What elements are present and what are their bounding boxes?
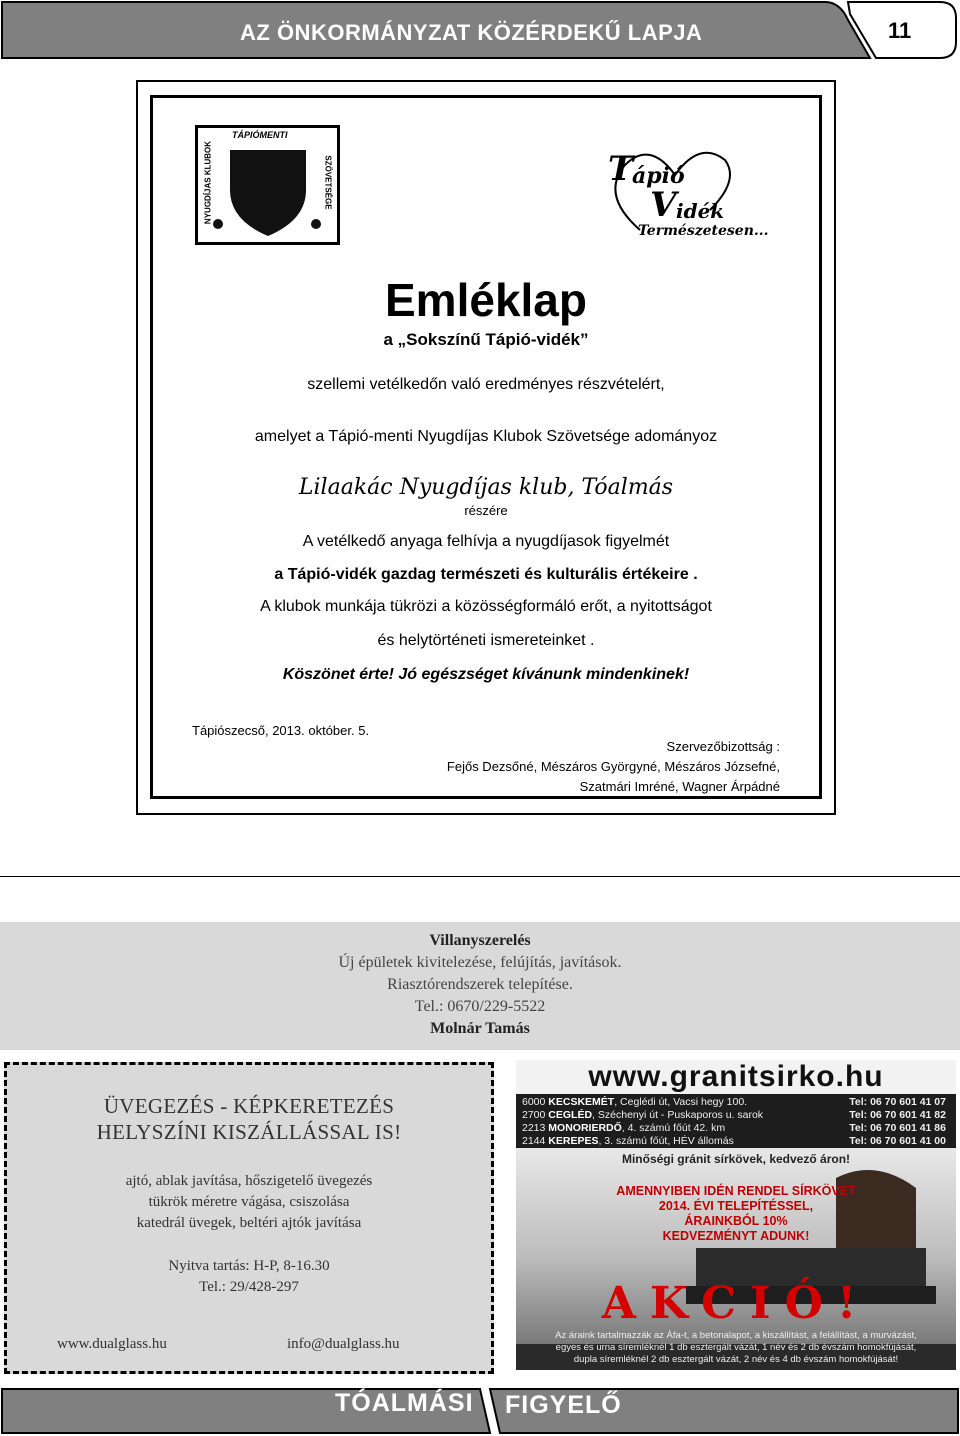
glazing-phone: Tel.: 29/428-297 xyxy=(199,1279,299,1295)
address-tel: Tel: 06 70 601 41 86 xyxy=(849,1122,946,1134)
logo-v-text: idék xyxy=(676,199,725,223)
certificate-title: Emléklap xyxy=(385,274,587,326)
committee-line1: Fejős Dezsőné, Mészáros Györgyné, Mészáros Józsefné, xyxy=(446,759,780,774)
certificate-subtitle: a „Sokszínű Tápió-vidék” xyxy=(383,330,589,349)
glazing-website[interactable]: www.dualglass.hu xyxy=(57,1336,167,1352)
certificate-recipient: Lilaakác Nyugdíjas klub, Tóalmás xyxy=(298,475,674,500)
akcio-label: AKCIÓ! xyxy=(601,1278,871,1329)
glazing-line3: katedrál üvegek, beltéri ajtók javítása xyxy=(136,1215,362,1231)
footer-word1: TÓALMÁSI xyxy=(335,1389,474,1417)
footer-word2: FIGYELŐ xyxy=(505,1391,622,1419)
address-zip: 2144 xyxy=(522,1135,546,1147)
address-street: , Ceglédi út, Vacsi hegy 100. xyxy=(614,1096,748,1108)
promo-line1: AMENNYIBEN IDÉN RENDEL SÍRKÖVET xyxy=(616,1184,856,1198)
granit-url[interactable]: www.granitsirko.hu xyxy=(516,1060,956,1094)
glazing-heading xyxy=(7,1093,491,1145)
certificate-line3: A vetélkedő anyaga felhívja a nyugdíjasok figyelmét xyxy=(302,533,670,550)
glazing-hours: Nyitva tartás: H-P, 8-16.30 xyxy=(168,1258,330,1274)
certificate-line1: szellemi vetélkedőn való eredményes részvételért, xyxy=(307,376,665,393)
page-number: 11 xyxy=(888,18,912,43)
logo-t-text: ápió xyxy=(632,163,685,189)
emblem-text-left: NYUGDÍJAS KLUBOK xyxy=(203,140,213,225)
electrician-phone: Tel.: 0670/229-5522 xyxy=(414,998,546,1015)
place-date: Tápiószecső, 2013. október. 5. xyxy=(192,723,370,738)
glazing-heading1: ÜVEGEZÉS - KÉPKERETEZÉS xyxy=(103,1094,395,1118)
address-row xyxy=(522,1122,950,1134)
note-line3: dupla síremléknél 2 db esztergált vázát, 2 név és 4 db évszám homokfújását! xyxy=(573,1354,899,1365)
glazing-line2: tükrök méretre vágása, csiszolása xyxy=(148,1194,350,1210)
emblem-text-right: SZÖVETSÉGE xyxy=(323,155,333,210)
address-tel: Tel: 06 70 601 41 82 xyxy=(849,1109,946,1121)
address-tel: Tel: 06 70 601 41 00 xyxy=(849,1135,946,1147)
club-emblem xyxy=(195,125,340,245)
promo-line3: ÁRAINKBÓL 10% xyxy=(684,1214,788,1228)
electrician-line2: Riasztórendszerek telepítése. xyxy=(387,976,573,993)
footer-banner-shape xyxy=(0,1385,960,1436)
electrician-line1: Új épületek kivitelezése, felújítás, javítások. xyxy=(338,954,622,971)
certificate-reszere: részére xyxy=(464,503,508,518)
address-zip: 2700 xyxy=(522,1109,546,1121)
footer-banner xyxy=(0,1385,960,1436)
address-row xyxy=(522,1096,950,1108)
page-header xyxy=(0,0,960,62)
glazing-email[interactable]: info@dualglass.hu xyxy=(287,1336,400,1352)
organizing-committee xyxy=(447,737,780,797)
note-line2: egyes és urna síremléknél 1 db esztergált vázát, 1 név és 2 db évszám homokfújását, xyxy=(555,1342,917,1353)
address-city: KECSKEMÉT xyxy=(548,1096,615,1108)
granit-quality: Minőségi gránit sírkövek, kedvező áron! xyxy=(621,1152,851,1166)
logo-v: V xyxy=(650,185,677,225)
promo-line2: 2014. ÉVI TELEPÍTÉSSEL, xyxy=(658,1199,814,1213)
certificate xyxy=(150,95,822,799)
committee-line2: Szatmári Imréné, Wagner Árpádné xyxy=(579,779,780,794)
promo-line4: KEDVEZMÉNYT ADUNK! xyxy=(662,1229,810,1243)
address-tel: Tel: 06 70 601 41 07 xyxy=(849,1096,946,1108)
emblem-text-top: TÁPIÓMENTI xyxy=(232,130,288,140)
address-city: CEGLÉD xyxy=(548,1109,593,1121)
glazing-heading2: HELYSZÍNI KISZÁLLÁSSAL IS! xyxy=(96,1120,402,1144)
committee-label: Szervezőbizottság : xyxy=(666,739,780,754)
section-divider xyxy=(0,876,960,877)
address-street: , Széchenyi út - Puskaporos u. sarok xyxy=(592,1109,764,1121)
certificate-line2: amelyet a Tápió-menti Nyugdíjas Klubok Szövetsége adományoz xyxy=(254,428,718,445)
gravestone-ad xyxy=(516,1060,956,1370)
granit-note xyxy=(516,1330,956,1366)
address-row xyxy=(522,1109,950,1121)
note-line1: Az áraink tartalmazzák az Áfa-t, a betonalapot, a kiszállítást, a felállítást, a murvázást, xyxy=(555,1330,917,1341)
address-city: MONORIERDŐ xyxy=(548,1122,622,1134)
glazing-services xyxy=(7,1171,491,1234)
electrician-ad xyxy=(0,922,960,1050)
glazing-line1: ajtó, ablak javítása, hőszigetelő üvegezés xyxy=(125,1173,373,1189)
tapio-videk-logo xyxy=(580,135,769,240)
address-zip: 6000 xyxy=(522,1096,546,1108)
electrician-name: Molnár Tamás xyxy=(430,1020,530,1037)
address-zip: 2213 xyxy=(522,1122,546,1134)
glazing-contact xyxy=(7,1256,491,1298)
certificate-line6: és helytörténeti ismereteinket . xyxy=(377,632,595,649)
address-row xyxy=(522,1135,950,1147)
address-city: KEREPES xyxy=(548,1135,599,1147)
header-title: AZ ÖNKORMÁNYZAT KÖZÉRDEKŰ LAPJA xyxy=(240,20,703,45)
logo-tagline: Természetesen... xyxy=(638,223,769,239)
electrician-title: Villanyszerelés xyxy=(429,932,531,949)
certificate-thanks: Köszönet érte! Jó egészséget kívánunk mindenkinek! xyxy=(282,666,690,683)
address-street: , 4. számú főút 42. km xyxy=(621,1122,726,1134)
logo-t: T xyxy=(608,149,634,189)
certificate-line4: a Tápió-vidék gazdag természeti és kulturális értékeire . xyxy=(274,566,698,583)
glazing-ad xyxy=(4,1062,494,1374)
granit-promo xyxy=(516,1184,956,1244)
shield-icon xyxy=(198,128,337,242)
address-street: , 3. számú főút, HÉV állomás xyxy=(598,1135,734,1147)
certificate-line5: A klubok munkája tükrözi a közösségformáló erőt, a nyitottságot xyxy=(260,598,712,615)
